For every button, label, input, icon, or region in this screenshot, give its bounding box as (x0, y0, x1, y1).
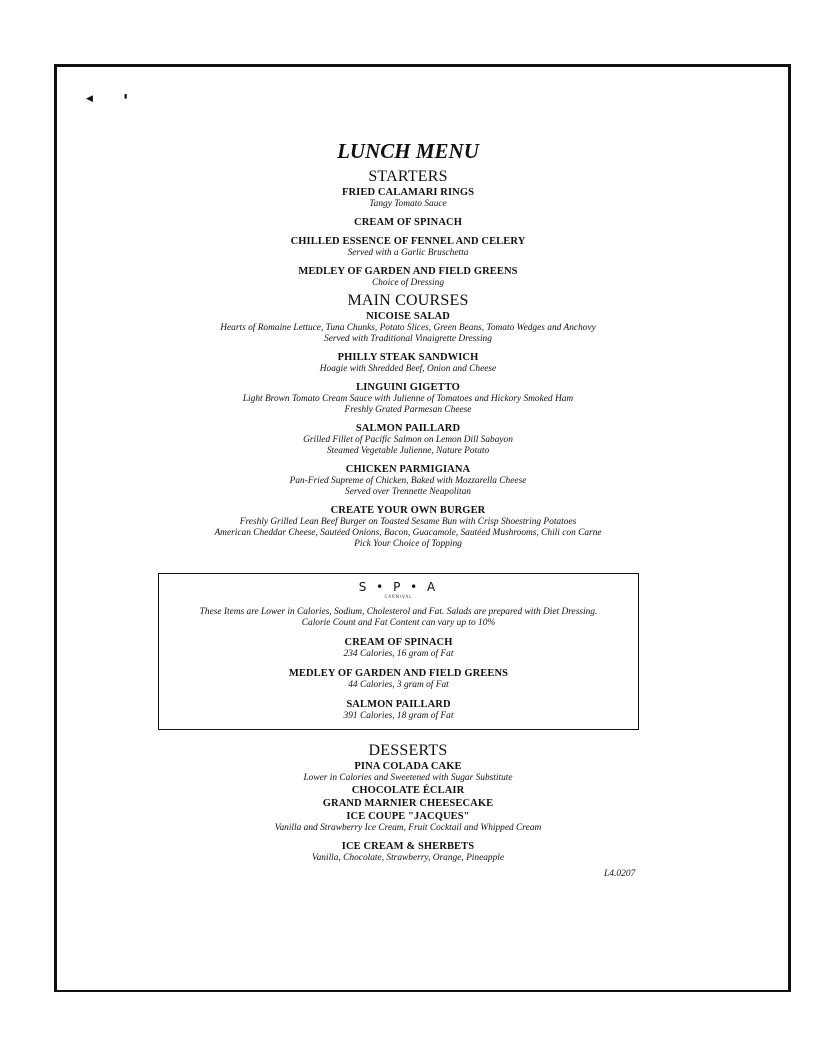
menu-item-description: Freshly Grated Parmesan Cheese (344, 405, 472, 415)
menu-item (78, 784, 738, 797)
menu-item-description: Pick Your Choice of Topping (354, 539, 462, 549)
menu-item (78, 310, 738, 345)
main-courses-heading: MAIN COURSES (347, 292, 469, 309)
menu-item-description: Tangy Tomato Sauce (369, 199, 447, 209)
menu-item-name: MEDLEY OF GARDEN AND FIELD GREENS (288, 668, 509, 679)
menu-item-description: Freshly Grilled Lean Beef Burger on Toasted Sesame Bun with Crisp Shoestring Potatoes (239, 517, 577, 527)
menu-item-name: CREAM OF SPINACH (344, 637, 453, 648)
menu-item-description: Vanilla, Chocolate, Strawberry, Orange, Pineapple (311, 853, 505, 863)
menu-item-description: Served over Trennette Neapolitan (345, 487, 471, 497)
menu-item-name: MEDLEY OF GARDEN AND FIELD GREENS (298, 266, 518, 277)
main-courses-list (78, 310, 738, 550)
menu-item-description: Grilled Fillet of Pacific Salmon on Lemon Dill Sabayon (303, 435, 513, 445)
starters-list (78, 186, 738, 289)
menu-item (78, 265, 738, 289)
menu-item (159, 698, 638, 722)
menu-item-description: Vanilla and Strawberry Ice Cream, Fruit Cocktail and Whipped Cream (274, 823, 542, 833)
menu-item (78, 381, 738, 416)
spa-logo: S • P • A (358, 580, 439, 594)
menu-item (78, 235, 738, 259)
menu-item-description: Pan-Fried Supreme of Chicken, Baked with Mozzarella Cheese (289, 476, 527, 486)
menu-item (78, 504, 738, 550)
desserts-heading: DESSERTS (368, 742, 448, 759)
menu-item-name: CHICKEN PARMIGIANA (345, 464, 471, 475)
document-code: L4.0207 (604, 869, 636, 879)
menu-item-description: Lower in Calories and Sweetened with Sugar Substitute (303, 773, 513, 783)
menu-title: LUNCH MENU (337, 139, 479, 163)
menu-item-name: PHILLY STEAK SANDWICH (337, 352, 479, 363)
menu-item (78, 422, 738, 457)
menu-item-description: Light Brown Tomato Cream Sauce with Julienne of Tomatoes and Hickory Smoked Ham (242, 394, 574, 404)
menu-item-name: SALMON PAILLARD (346, 699, 451, 710)
menu-item-description: American Cheddar Cheese, Sautéed Onions, Bacon, Guacamole, Sautéed Mushrooms, Chili con Carne (214, 528, 602, 538)
menu-item-description: Steamed Vegetable Julienne, Nature Potato (326, 446, 490, 456)
menu-item-description: Hoagie with Shredded Beef, Onion and Cheese (319, 364, 497, 374)
menu-item (78, 216, 738, 229)
menu-item (78, 797, 738, 810)
menu-item-description: 234 Calories, 16 gram of Fat (343, 649, 454, 659)
menu-item (78, 760, 738, 784)
desserts-block (78, 742, 738, 864)
menu-item-description: Served with Traditional Vinaigrette Dressing (324, 334, 492, 344)
menu-item (159, 667, 638, 691)
spa-logo-subtitle: CARNIVAL (384, 594, 413, 599)
menu-item-name: CREAM OF SPINACH (354, 217, 462, 228)
spa-note-line: These Items are Lower in Calories, Sodium, Cholesterol and Fat. Salads are prepared with Diet Dressing. (199, 607, 598, 617)
scan-mark: ▮ (124, 94, 128, 100)
menu-item (78, 186, 738, 210)
menu-item (159, 636, 638, 660)
menu-item-description: Served with a Garlic Bruschetta (347, 248, 469, 258)
menu-item-name: GRAND MARNIER CHEESECAKE (322, 798, 494, 809)
menu-item (78, 351, 738, 375)
menu-item-name: LINGUINI GIGETTO (356, 382, 460, 393)
spa-note-line: Calorie Count and Fat Content can vary up to 10% (301, 618, 496, 628)
page-border-right (788, 64, 791, 992)
menu-body (78, 139, 738, 550)
menu-item-name: ICE CREAM & SHERBETS (341, 841, 475, 852)
spa-box (158, 573, 639, 730)
menu-item (78, 840, 738, 864)
spa-note (159, 607, 638, 629)
menu-item-name: FRIED CALAMARI RINGS (341, 187, 475, 198)
menu-item-description: 391 Calories, 18 gram of Fat (343, 711, 454, 721)
desserts-list (78, 760, 738, 864)
menu-item-name: CHILLED ESSENCE OF FENNEL AND CELERY (290, 236, 526, 247)
scan-mark: ◀ (86, 93, 93, 103)
menu-item-name: CREATE YOUR OWN BURGER (330, 505, 486, 516)
menu-item-name: PINA COLADA CAKE (354, 761, 462, 772)
menu-item-name: CHOCOLATE ÉCLAIR (351, 785, 465, 796)
menu-item-description: Choice of Dressing (371, 278, 445, 288)
menu-item-name: ICE COUPE "JACQUES" (346, 811, 470, 822)
menu-item (78, 810, 738, 834)
menu-item-description: Hearts of Romaine Lettuce, Tuna Chunks, Potato Slices, Green Beans, Tomato Wedges and Anchovy (220, 323, 596, 333)
menu-item-description: 44 Calories, 3 gram of Fat (348, 680, 449, 690)
starters-heading: STARTERS (368, 168, 448, 185)
spa-list (159, 636, 638, 722)
menu-item-name: SALMON PAILLARD (355, 423, 461, 434)
menu-item-name: NICOISE SALAD (366, 311, 450, 322)
menu-item (78, 463, 738, 498)
